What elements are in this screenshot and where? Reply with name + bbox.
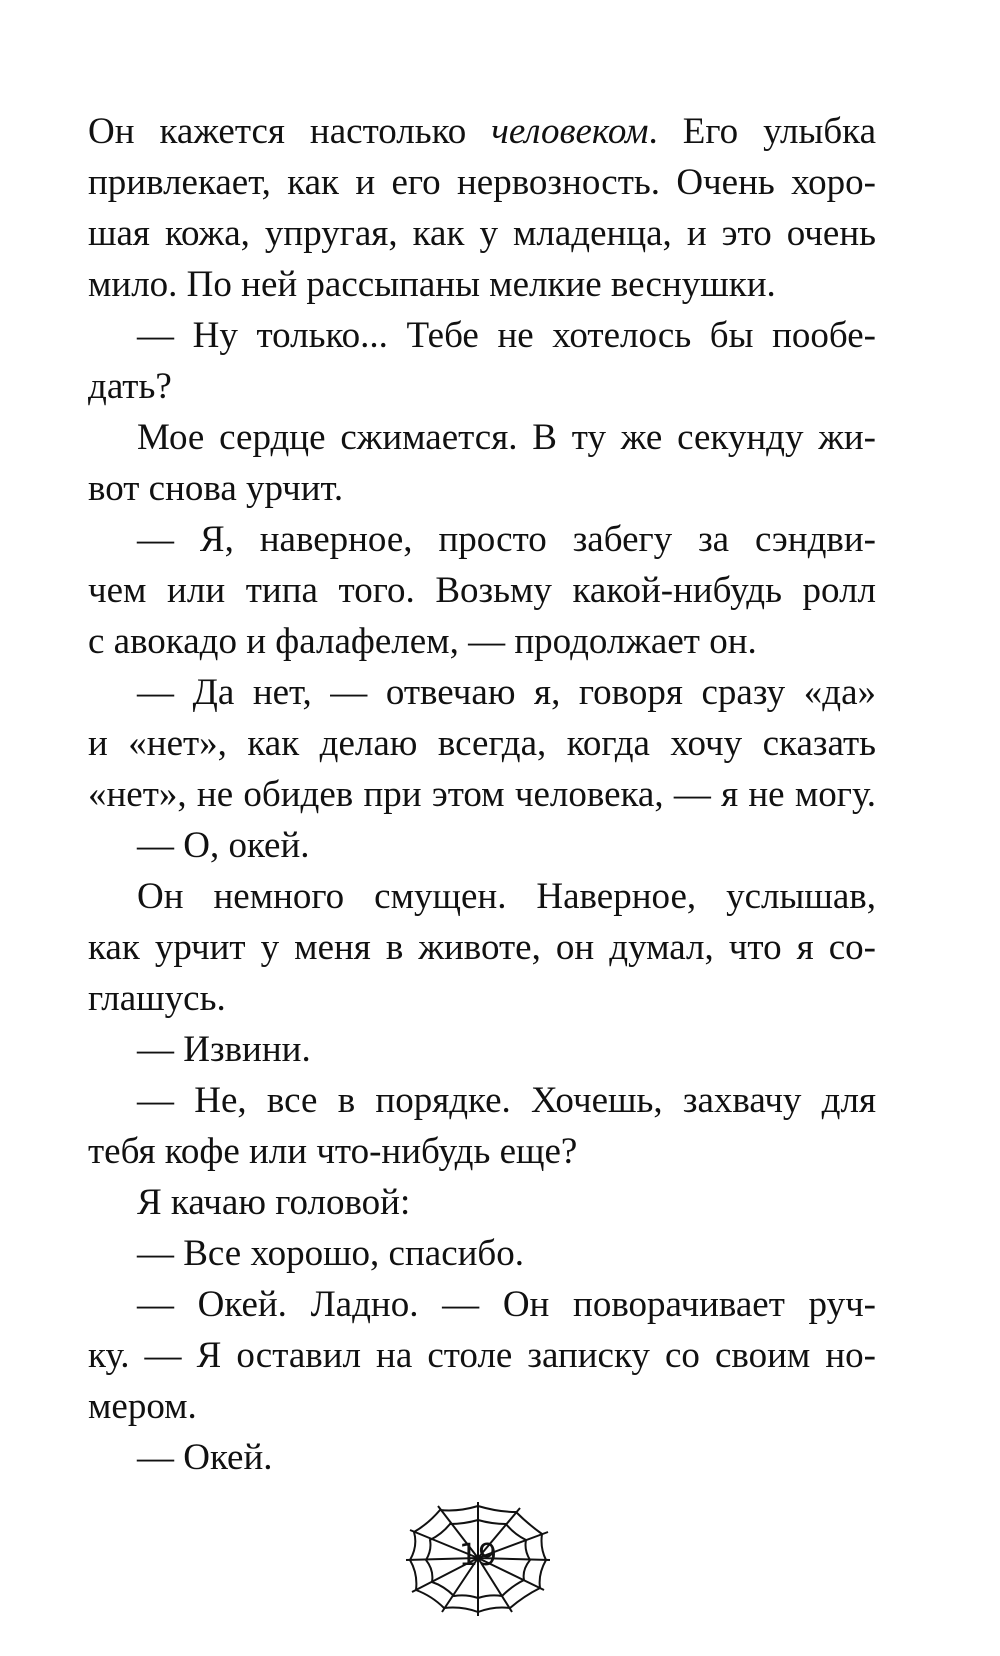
text-line: Мое сердце сжимается. В ту же секунду жи- bbox=[137, 417, 876, 458]
text-line: — Не, все в порядке. Хочешь, захвачу для bbox=[137, 1080, 876, 1121]
text-line: дать? bbox=[88, 366, 172, 407]
text-line: — О, окей. bbox=[137, 825, 310, 866]
text-line: — Окей. Ладно. — Он поворачивает руч- bbox=[137, 1284, 876, 1325]
text-line: — Окей. bbox=[137, 1437, 273, 1478]
text-line: — Да нет, — отвечаю я, говоря сразу «да» bbox=[137, 672, 876, 713]
page-number: 19 bbox=[458, 1538, 498, 1573]
text-line: Он немного смущен. Наверное, услышав, bbox=[137, 876, 876, 917]
page-number-ornament bbox=[402, 1498, 554, 1618]
text-line: с авокадо и фалафелем, — продолжает он. bbox=[88, 621, 757, 662]
text-line: чем или типа того. Возьму какой-нибудь ролл bbox=[88, 570, 876, 611]
text-line: вот снова урчит. bbox=[88, 468, 344, 509]
text-line: Он кажется настолько человеком. Его улыбка bbox=[88, 111, 876, 152]
text-line: шая кожа, упругая, как у младенца, и это очень bbox=[88, 213, 876, 254]
text-line: мило. По ней рассыпаны мелкие веснушки. bbox=[88, 264, 776, 305]
text-line: как урчит у меня в животе, он думал, что я со- bbox=[88, 927, 876, 968]
text-line: тебя кофе или что-нибудь еще? bbox=[88, 1131, 578, 1172]
text-line: мером. bbox=[88, 1386, 197, 1427]
body-text bbox=[88, 106, 876, 1483]
text-line: привлекает, как и его нервозность. Очень хоро- bbox=[88, 162, 876, 203]
text-line: — Все хорошо, спасибо. bbox=[137, 1233, 525, 1274]
emphasized-word: человеком bbox=[491, 111, 649, 152]
text-line: ку. — Я оставил на столе записку со своим но- bbox=[88, 1335, 876, 1376]
text-line: Я качаю головой: bbox=[137, 1182, 411, 1223]
text-line: — Ну только... Тебе не хотелось бы пообе- bbox=[137, 315, 876, 356]
text-line: и «нет», как делаю всегда, когда хочу сказать bbox=[88, 723, 876, 764]
text-line: — Извини. bbox=[137, 1029, 311, 1070]
text-line: глашусь. bbox=[88, 978, 226, 1019]
text-line: «нет», не обидев при этом человека, — я не могу. bbox=[88, 774, 876, 815]
text-line: — Я, наверное, просто забегу за сэндви- bbox=[137, 519, 876, 560]
